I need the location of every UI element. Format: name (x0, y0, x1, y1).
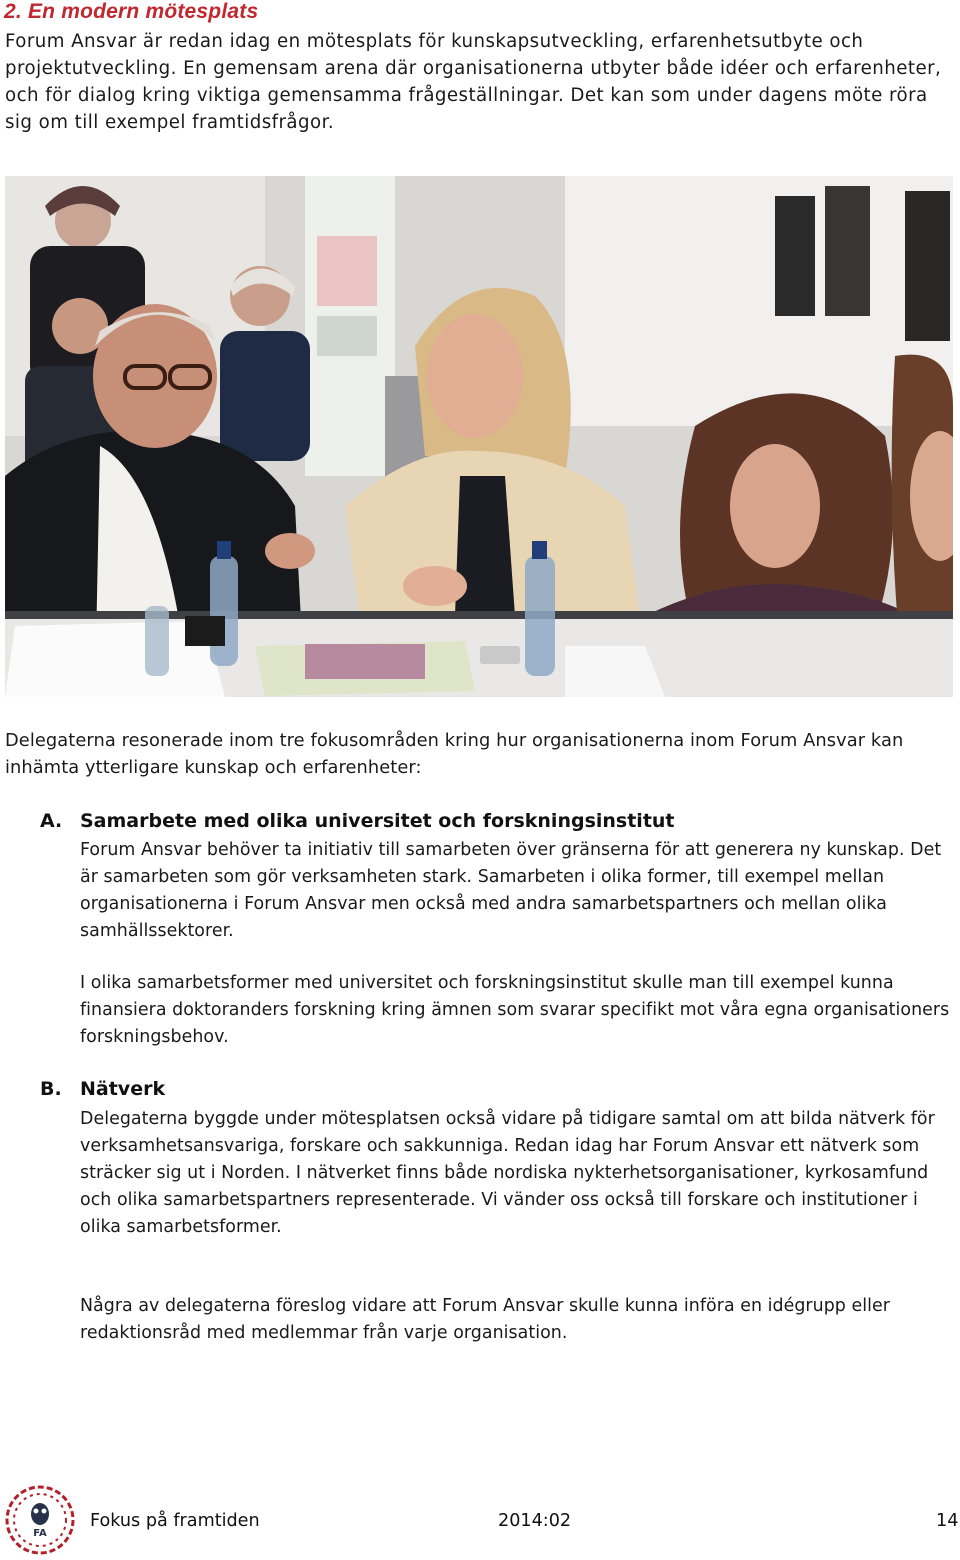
item-a-paragraph-1: Forum Ansvar behöver ta initiativ till samarbeten över gränserna för att generera ny kunskap. Det är samarbeten som gör verksamheten stark. Samarbeten i olika former, till exempel mellan organisationerna i Forum Ansvar men också med andra samarbetspartners och mellan olika samhällssektorer. (80, 840, 942, 941)
footer-issue: 2014:02 (498, 1511, 572, 1531)
forum-ansvar-logo (4, 1484, 76, 1556)
item-a-heading: Samarbete med olika universitet och forskningsinstitut (80, 810, 675, 832)
intro-paragraph: Forum Ansvar är redan idag en mötesplats för kunskapsutveckling, erfarenhetsutbyte och projektutveckling. En gemensam arena där organisationerna utbyter både idéer och erfarenheter, och för dialog kring viktiga gemensamma frågeställningar. Det kan som under dagens möte röra sig om till exempel framtidsfrågor. (5, 31, 942, 133)
item-b-paragraph-2: Några av delegaterna föreslog vidare att Forum Ansvar skulle kunna införa en idégrupp eller redaktionsråd med medlemmar från varje organisation. (80, 1296, 890, 1343)
item-a-letter: A. (40, 810, 63, 832)
page-number: 14 (936, 1511, 959, 1531)
item-b-letter: B. (40, 1078, 62, 1100)
photo-caption: Delegaterna resonerade inom tre fokusområden kring hur organisationerna inom Forum Ansvar kan inhämta ytterligare kunskap och erfarenheter: (5, 730, 904, 778)
meeting-photo (5, 176, 953, 697)
item-b-heading: Nätverk (80, 1078, 166, 1100)
section-title: 2. En modern mötesplats (4, 0, 259, 23)
item-a-paragraph-2: I olika samarbetsformer med universitet och forskningsinstitut skulle man till exempel kunna finansiera doktoranders forskning kring ämnen som svarar specifikt mot våra egna organisationers forskningsbehov. (80, 973, 950, 1047)
svg-text:FA: FA (33, 1528, 47, 1539)
footer-title: Fokus på framtiden (90, 1511, 260, 1531)
item-b-paragraph-1: Delegaterna byggde under mötesplatsen också vidare på tidigare samtal om att bilda nätverk för verksamhetsansvariga, forskare och sakkunniga. Redan idag har Forum Ansvar ett nätverk som sträcker sig ut i Norden. I nätverket finns både nordiska nykterhetsorganisationer, kyrkosamfund och olika samarbetspartners representerade. Vi vänder oss också till forskare och institutioner i olika samarbetsformer. (80, 1109, 935, 1237)
